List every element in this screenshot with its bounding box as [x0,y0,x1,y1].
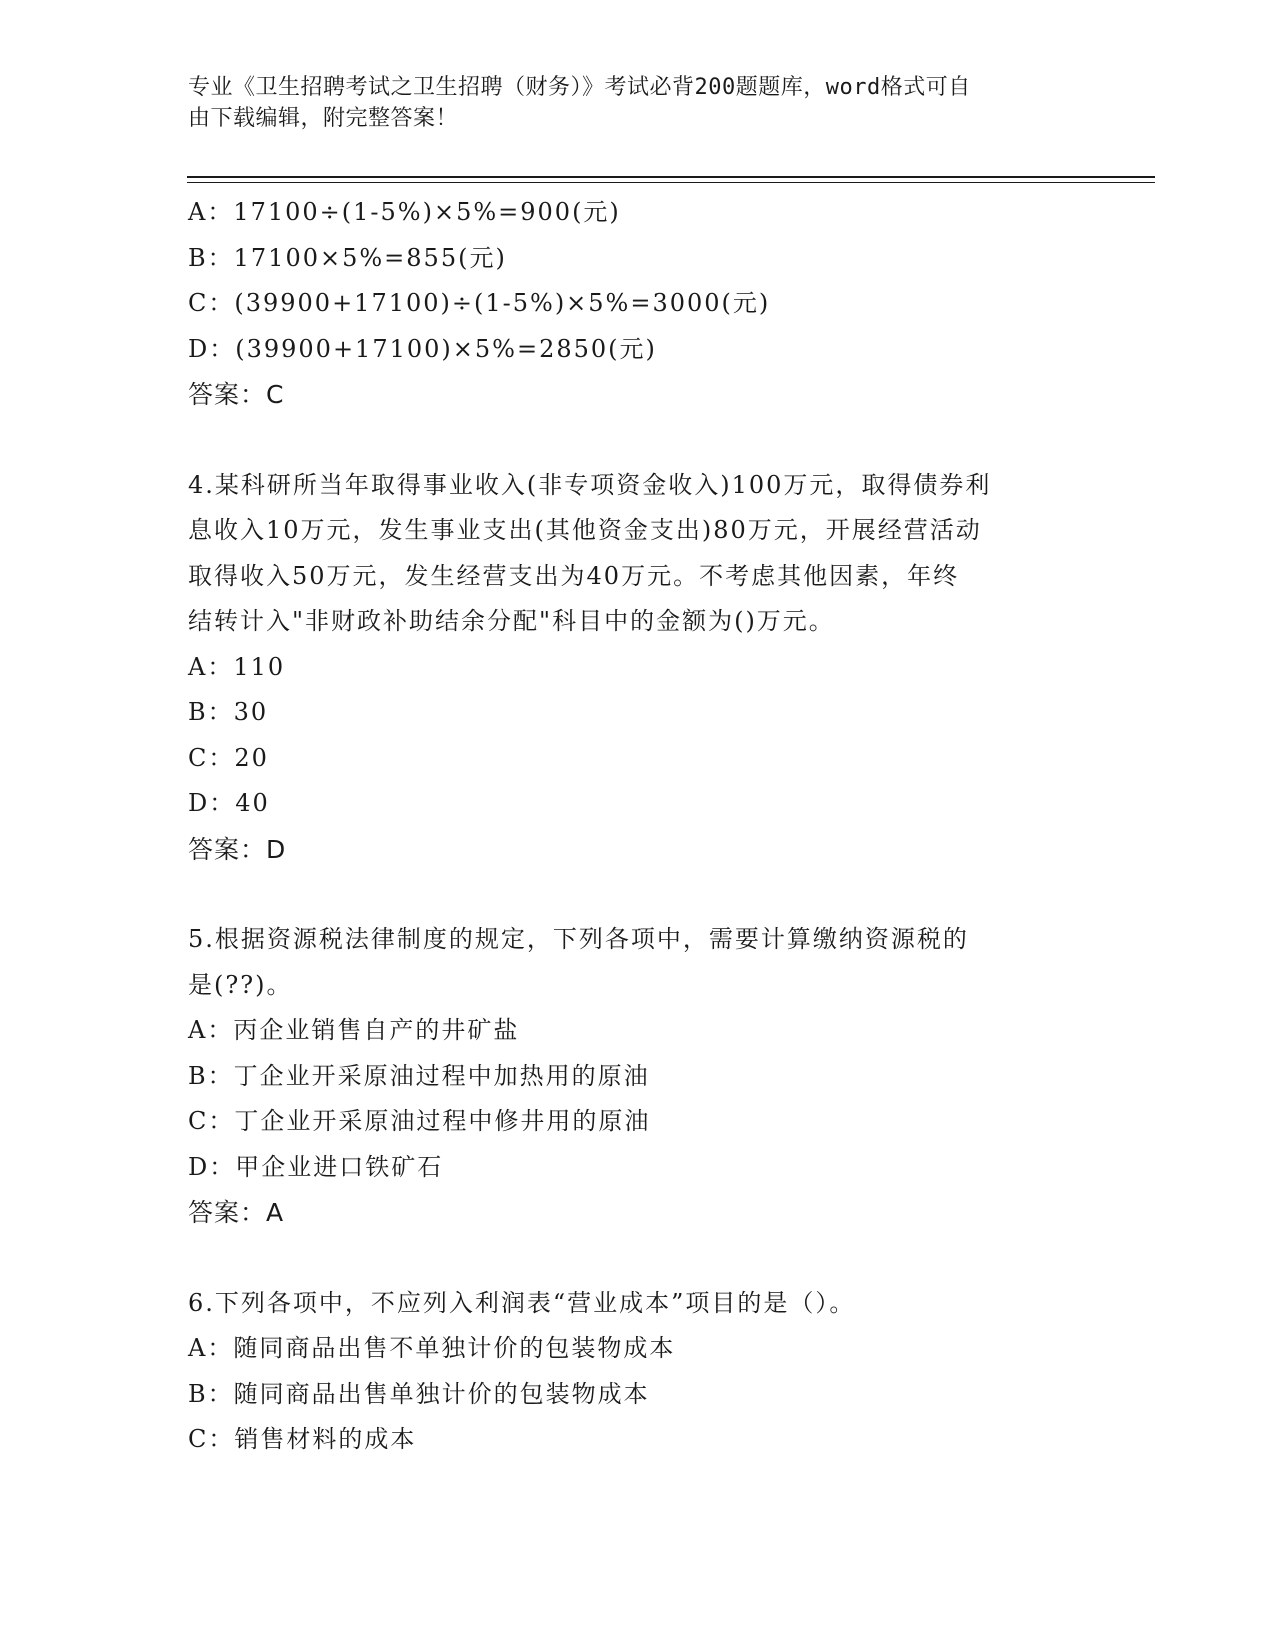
question-text-line: 6.下列各项中，不应列入利润表“营业成本”项目的是（）。 [188,1288,856,1317]
question-5 [188,917,1088,1236]
header-divider-thin [187,182,1155,183]
question-text-line: 结转计入"非财政补助结余分配"科目中的金额为()万元。 [188,607,835,635]
header-divider-thick [187,176,1155,178]
option-a: A：110 [188,652,286,681]
option-d: D：甲企业进口铁矿石 [188,1152,444,1181]
option-b: B：丁企业开采原油过程中加热用的原油 [188,1061,650,1090]
option-b: B：随同商品出售单独计价的包装物成本 [188,1379,650,1408]
question-text-line: 4.某科研所当年取得事业收入(非专项资金收入)100万元，取得债券利 [188,470,992,499]
header-line-2: 由下载编辑，附完整答案！ [188,106,459,131]
question-text-line: 取得收入50万元，发生经营支出为40万元。不考虑其他因素，年终 [188,561,960,590]
question-text-line: 息收入10万元，发生事业支出(其他资金支出)80万元，开展经营活动 [188,516,982,544]
question-text-line: 是(??)。 [188,970,293,999]
question-content [188,190,1088,1463]
option-c: C：20 [188,743,269,772]
answer-line: 答案：A [188,1198,285,1227]
option-d: D：(39900+17100)×5%=2850(元) [188,334,657,363]
option-b: B：17100×5%=855(元) [188,243,507,272]
option-c: C：销售材料的成本 [188,1425,417,1453]
option-c: C：丁企业开采原油过程中修井用的原油 [188,1107,651,1135]
question-6 [188,1281,1088,1463]
option-d: D：40 [188,789,270,817]
spacer [188,872,1088,917]
answer-line: 答案：C [188,380,285,409]
answer-line: 答案：D [188,834,287,864]
document-header [188,72,1068,134]
option-c: C：(39900+17100)÷(1-5%)×5%=3000(元) [188,289,771,317]
question-4 [188,463,1088,873]
question-text-line: 5.根据资源税法律制度的规定，下列各项中，需要计算缴纳资源税的 [188,925,969,953]
question-3 [188,190,1088,418]
option-a: A：丙企业销售自产的井矿盐 [188,1016,520,1044]
option-a: A：17100÷(1-5%)×5%=900(元) [188,198,621,226]
option-b: B：30 [188,698,269,726]
header-line-1: 专业《卫生招聘考试之卫生招聘（财务）》考试必背200题题库，word格式可自 [188,75,971,100]
option-a: A：随同商品出售不单独计价的包装物成本 [188,1334,676,1362]
spacer [188,1236,1088,1281]
spacer [188,418,1088,463]
